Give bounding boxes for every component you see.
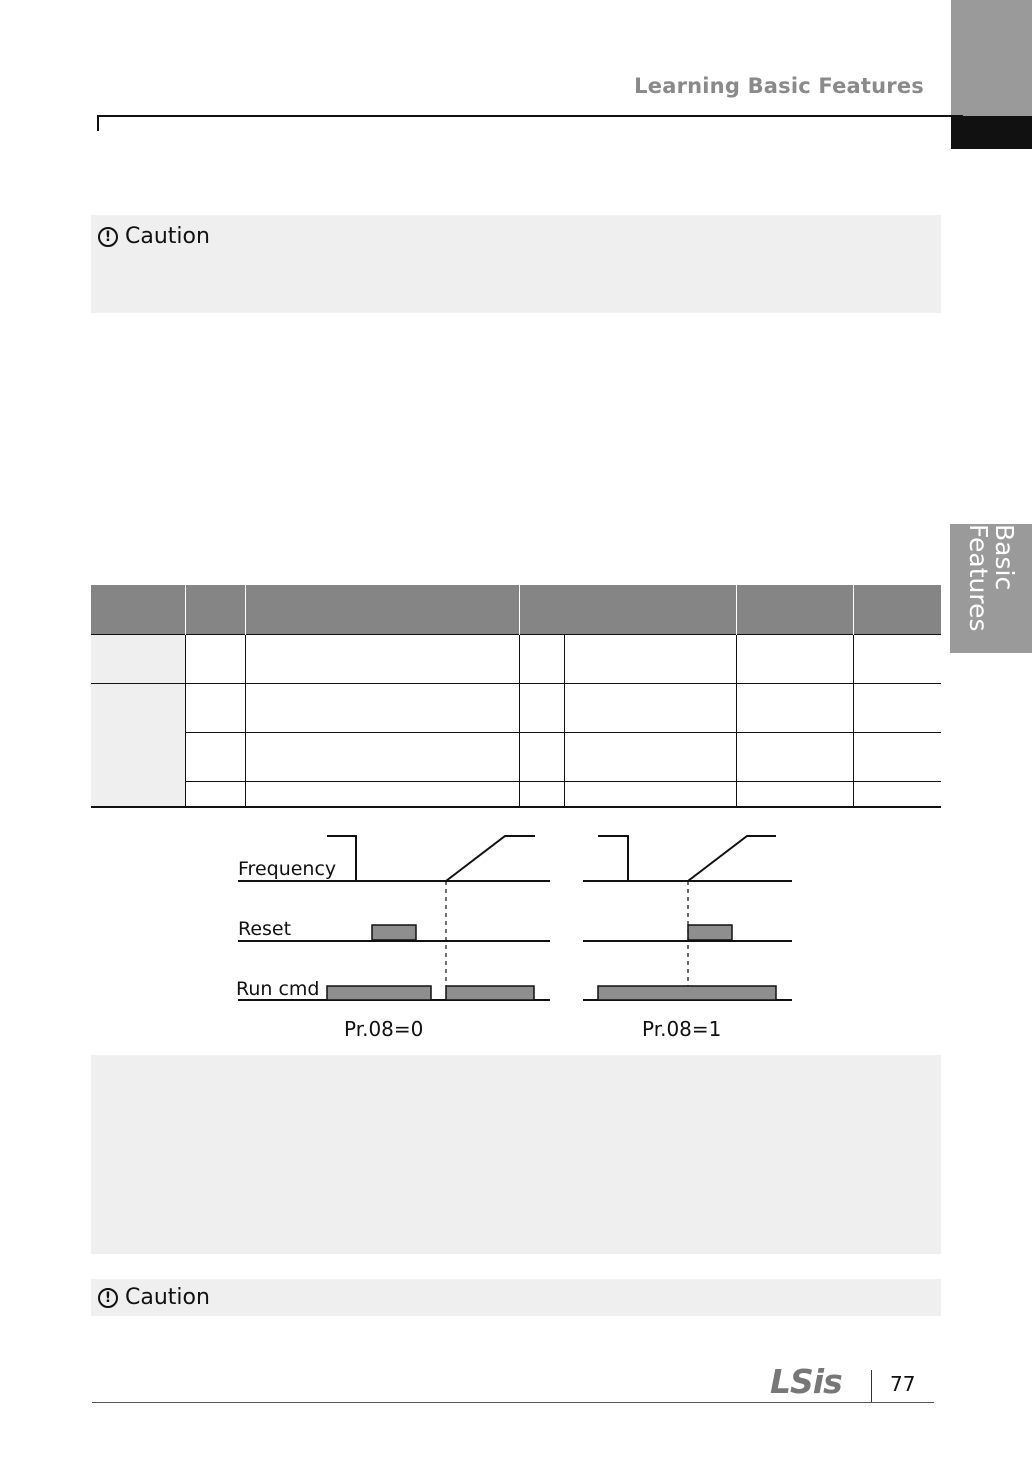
caution-box-bottom (91, 1279, 941, 1316)
chapter-side-tab-label: Basic Features (964, 524, 1019, 632)
left-frequency-ramp (446, 836, 535, 881)
frequency-label: Frequency (238, 858, 337, 880)
table-cell (185, 684, 245, 733)
table-header-cell (91, 585, 185, 635)
table-cell (185, 635, 245, 684)
table-cell (853, 684, 941, 733)
right-run-pulse (598, 986, 776, 1000)
right-caption: Pr.08=1 (642, 1017, 722, 1041)
right-frequency-ramp (688, 836, 776, 881)
table-header-row (91, 585, 941, 635)
left-run-pulse-1 (327, 986, 431, 1000)
exclamation-circle-icon: ! (98, 227, 118, 247)
table-cell (736, 684, 853, 733)
table-cell (564, 733, 736, 782)
table-group-cell (91, 684, 185, 807)
caution-label: Caution (125, 1285, 210, 1310)
table-header-cell (185, 585, 245, 635)
table-group-cell (91, 635, 185, 684)
exclamation-circle-icon: ! (98, 1288, 118, 1308)
header-rule (97, 115, 963, 117)
caution-label: Caution (125, 224, 210, 249)
table-cell (564, 635, 736, 684)
table-cell (736, 782, 853, 807)
page-number: 77 (890, 1372, 916, 1396)
table-cell (519, 684, 564, 733)
header-rule-tick (97, 115, 99, 131)
table-cell (519, 635, 564, 684)
table-cell (519, 782, 564, 807)
table-cell (736, 733, 853, 782)
caution-heading (98, 224, 210, 249)
table-cell (564, 782, 736, 807)
parameter-table (91, 585, 941, 808)
table-header-cell (245, 585, 519, 635)
table-row (91, 684, 941, 733)
table-cell (245, 635, 519, 684)
caution-heading (98, 1285, 210, 1310)
left-run-pulse-2 (446, 986, 534, 1000)
table-cell (853, 782, 941, 807)
right-frequency-falling (598, 836, 628, 881)
table-cell (185, 733, 245, 782)
reset-label: Reset (238, 918, 292, 940)
table-cell (245, 733, 519, 782)
note-box (91, 1055, 941, 1254)
table-cell (245, 782, 519, 807)
table-header-cell (853, 585, 941, 635)
table-cell (736, 635, 853, 684)
right-reset-pulse (688, 925, 732, 940)
footer-rule (92, 1402, 934, 1403)
table-header-cell (519, 585, 736, 635)
corner-tab-gray (951, 0, 1032, 116)
left-caption: Pr.08=0 (344, 1017, 424, 1041)
corner-tab-black (951, 116, 1032, 149)
table-cell (185, 782, 245, 807)
table-row (91, 635, 941, 684)
running-header-title: Learning Basic Features (634, 74, 924, 98)
ls-is-logo: LSis (770, 1362, 842, 1401)
footer-separator (871, 1370, 872, 1402)
table-row (91, 733, 941, 782)
table-cell (853, 733, 941, 782)
caution-box-top (91, 215, 941, 313)
table-cell (853, 635, 941, 684)
table-header-cell (736, 585, 853, 635)
table-cell (564, 684, 736, 733)
run-cmd-label: Run cmd (236, 978, 320, 1000)
reset-restart-timing-diagram (230, 826, 810, 1046)
chapter-side-tab[interactable] (950, 524, 1032, 653)
table-cell (245, 684, 519, 733)
table-row (91, 782, 941, 807)
left-reset-pulse (372, 925, 416, 940)
table-cell (519, 733, 564, 782)
